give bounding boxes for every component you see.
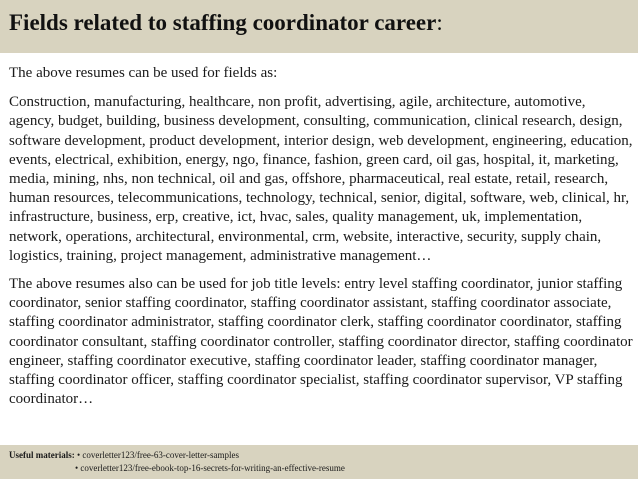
fields-paragraph: Construction, manufacturing, healthcare, non profit, advertising, agile, architecture, automotive, agency, budget, building, business development, consulting, communication, clinical research, design, software development, product development, interior design, web development, engineering, education, events, electrical, exhibition, energy, ngo, finance, fashion, green card, oil gas, hospital, it, marketing, media, mining, nhs, non technical, oil and gas, offshore, pharmaceutical, real estate, retail, research, human resources, telecommunications, technology, technical, senior, digital, software, web, clinical, hr, infrastructure, business, erp, creative, ict, hvac, sales, quality management, uk, implementation, network, operations, architectural, environmental, crm, website, interactive, security, supply chain, logistics, training, project management, administrative management… bbox=[9, 94, 633, 264]
intro-paragraph: The above resumes can be used for fields as: bbox=[9, 65, 278, 81]
footer-link-resume-ebook[interactable]: • coverletter123/free-ebook-top-16-secrets-for-writing-an-effective-resume bbox=[75, 462, 345, 473]
title-colon: : bbox=[436, 10, 443, 35]
title-bar bbox=[0, 0, 638, 53]
footer-label: Useful materials: bbox=[9, 450, 75, 460]
footer-bar bbox=[0, 445, 638, 479]
job-levels-paragraph: The above resumes also can be used for job title levels: entry level staffing coordinator, junior staffing coordinator, senior staffing coordinator, staffing coordinator assistant, staffing coordinator associate, staffing coordinator administrator, staffing coordinator clerk, staffing coordinator coordinator, staffing coordinator consultant, staffing coordinator controller, staffing coordinator director, staffing coordinator engineer, staffing coordinator executive, staffing coordinator leader, staffing coordinator manager, staffing coordinator officer, staffing coordinator specialist, staffing coordinator supervisor, VP staffing coordinator… bbox=[9, 276, 633, 408]
title-text: Fields related to staffing coordinator career bbox=[9, 10, 437, 35]
footer-row-2 bbox=[9, 462, 638, 475]
footer-row-1 bbox=[9, 449, 638, 462]
footer-link-cover-letter-samples[interactable]: • coverletter123/free-63-cover-letter-samples bbox=[76, 450, 239, 460]
page-title bbox=[9, 9, 638, 37]
content-body bbox=[9, 64, 633, 409]
